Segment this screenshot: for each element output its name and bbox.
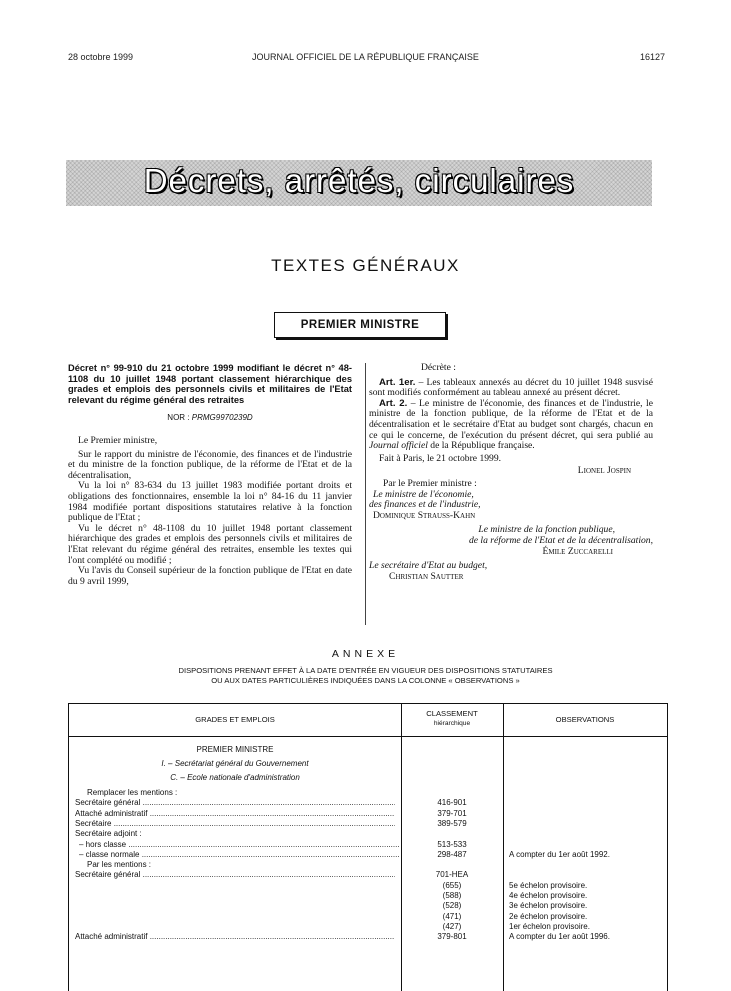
table-row-label: Secrétaire général ..... [75,798,395,808]
decree-paragraph: Vu le décret n° 48-1108 du 10 juillet 1948 portant classement hiérarchique des grades et emplois des personnels civils et militaires de l'Etat relevant du régime général des retraites, ensemble les textes qui l'ont complété ou modifié ; [68,522,352,566]
table-row-observation: 2e échelon provisoire. [509,911,588,921]
header-date: 28 octobre 1999 [68,52,134,62]
article-2-tail: de la République française. [427,440,535,452]
table-row-observation: 5e échelon provisoire. [509,880,588,890]
table-row-observation: 3e échelon provisoire. [509,901,588,911]
header-grades: GRADES ET EMPLOIS [195,715,275,724]
table-row-label: Par les mentions : [87,860,152,870]
section-title: TEXTES GÉNÉRAUX [271,256,460,275]
table-row-observation: 1er échelon provisoire. [509,921,590,931]
annexe-subtitle [0,666,731,686]
table-heading-ena [69,773,401,783]
decree-paragraph: Vu la loi n° 83-634 du 13 juillet 1983 modifiée portant droits et obligations des fonctionnaires, ensemble la loi n° 84-16 du 11 janvier 1984 modifiée portant dispositions statutaires relative à la fonction publique de l'Etat ; [68,480,352,524]
table-row-classement: 416-901 [437,798,467,808]
budget-name: Christian Sautter [389,570,464,582]
fp-title-line-2: de la réforme de l'Etat et de la décentralisation, [468,534,653,546]
table-row-classement: (471) [442,911,462,921]
ministry-box [274,312,446,338]
article-2-text: – Le ministre de l'économie, des finances et de l'industrie, le ministre de la fonction publique, de la réforme de l'Etat et de la décentralisation et le secrétaire d'Etat au budget sont chargés, chacun en ce qui le concerne, de l'exécution du présent décret, qui sera publié au [369,397,653,441]
heading-sgg-text: I. – Secrétariat général du Gouvernement [161,759,309,768]
column-divider [365,363,366,625]
header-classement-label: CLASSEMENT [426,709,478,718]
nor-label: NOR : [167,413,190,423]
annexe-table [68,703,668,991]
header-page-number: 16127 [639,52,665,62]
table-row-label: Attaché administratif ..... [75,809,395,819]
table-row-observation: A compter du 1er août 1996. [509,932,610,942]
table-row-classement: 701-HEA [435,870,469,880]
fp-minister-name: Émile Zuccarelli [542,545,613,557]
table-row-classement: 389-579 [437,818,467,828]
heading-ena-text: C. – Ecole nationale d'administration [170,773,300,782]
annexe-subtitle-line-2: OU AUX DATES PARTICULIÈRES INDIQUÉES DANS LA COLONNE « OBSERVATIONS » [211,676,520,685]
table-row-label: Attaché administratif ..... [75,932,395,942]
section-banner [66,160,652,206]
journal-name: Journal officiel [369,440,428,452]
fp-minister-title-2 [369,536,653,547]
header-observations: OBSERVATIONS [555,715,615,724]
table-heading-sgg [69,759,401,769]
article-2 [369,399,653,452]
header-journal: JOURNAL OFFICIEL DE LA RÉPUBLIQUE FRANÇAISE [252,52,479,62]
signature-premier-ministre: Lionel Jospin [577,465,631,477]
decree-title: Décret n° 99-910 du 21 octobre 1999 modifiant le décret n° 48-1108 du 10 juillet 1948 portant classement hiérarchique des grades et emplois des personnels civils et militaires de l'Etat relevant du régime général des retraites [68,363,352,405]
table-row-classement: 379-801 [437,932,467,942]
table-row-classement: 298-487 [437,849,467,859]
table-row-label: Secrétaire ..... [75,819,395,829]
budget-title-text: Le secrétaire d'Etat au budget, [369,560,488,572]
header-classement [401,709,503,728]
nor-reference [68,413,352,424]
header-classement-sub: hiérarchique [433,720,471,727]
table-row-observation: A compter du 1er août 1992. [509,849,610,859]
decree-right-column [369,363,653,582]
decree-paragraph: Sur le rapport du ministre de l'économie, des finances et de l'industrie et du ministre de la fonction publique, de la réforme de l'Etat et de la décentralisation, [68,448,352,481]
eco-title-line-2: des finances et de l'industrie, [369,499,481,511]
table-row-label: Secrétaire adjoint : [75,829,142,839]
annexe-title: ANNEXE [331,648,400,660]
table-row-classement: 379-701 [437,808,467,818]
article-1 [369,378,653,399]
par-le-premier-ministre: Par le Premier ministre : [383,477,477,489]
banner-title: Décrets, arrêtés, circulaires [143,162,575,199]
ministry-label: PREMIER MINISTRE [300,319,420,331]
decrete-label: Décrète : [421,362,456,373]
decree-left-column [68,363,352,587]
column-rule [503,704,504,991]
eco-minister-name: Dominique Strauss-Kahn [373,509,476,521]
table-row-observation: 4e échelon provisoire. [509,891,588,900]
table-heading-ministry: PREMIER MINISTRE [196,745,274,754]
nor-code: PRMG9970239D [191,413,253,423]
article-2-label: Art. 2. [379,397,408,409]
decree-paragraph: Vu l'avis du Conseil supérieur de la fonction publique de l'Etat en date du 9 avril 1999, [68,565,352,587]
fait-a-paris: Fait à Paris, le 21 octobre 1999. [379,452,502,464]
table-row-label: – hors classe ..... [79,840,399,850]
eco-title-line-1: Le ministre de l'économie, [373,488,474,500]
table-row-classement: 513-533 [437,839,467,849]
table-row-classement: (655) [442,880,462,890]
article-1-text: – Les tableaux annexés au décret du 10 juillet 1948 susvisé sont modifiés conformément au tableau annexé au présent décret. [369,376,653,399]
article-1-label: Art. 1er. [379,376,416,388]
annexe-subtitle-line-1: DISPOSITIONS PRENANT EFFET À LA DATE D'ENTRÉE EN VIGUEUR DES DISPOSITIONS STATUTAIRES [178,666,553,675]
table-row-classement: (588) [442,891,462,900]
table-row-classement: (427) [442,921,462,931]
table-row-classement: (528) [442,901,462,911]
decree-paragraph: Le Premier ministre, [78,434,158,446]
fp-title-line-1: Le ministre de la fonction publique, [478,524,615,536]
table-row-label: Remplacer les mentions : [87,788,178,797]
table-row-label: Secrétaire général ..... [75,870,395,880]
table-row-label: – classe normale ..... [79,850,399,860]
